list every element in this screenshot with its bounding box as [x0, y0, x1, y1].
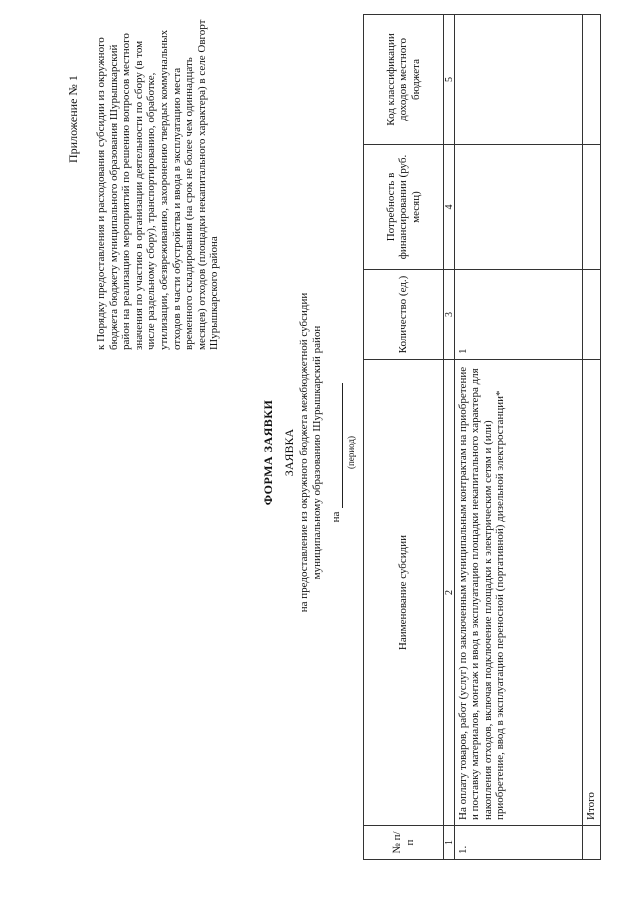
table-row: [454, 15, 582, 860]
appendix-text: к Порядку предоставления и расходования субсидии из окружного бюджета бюджету муниципального образования Шурышкарский район на реализацию мероприятий по решению вопросов местного значения по участию в организации деятельности по сбору (в том числе раздельному сбору), транспортированию, обработке, утилизации, обезвреживанию, захоронению твердых коммунальных отходов в части обустройства и ввода в эксплуатацию места временного складирования (на срок не более чем одиннадцать месяцев) отходов (площадки некапитального характера) в селе Овгорт Шурышкарского района: [95, 19, 221, 350]
total-empty-cell: [583, 270, 601, 360]
column-number: 1: [444, 826, 455, 860]
row-classification-code: [454, 15, 582, 145]
total-empty-cell: [583, 15, 601, 145]
column-number: 4: [444, 145, 455, 270]
form-heading: ФОРМА ЗАЯВКИ: [261, 399, 275, 506]
column-number: 5: [444, 15, 455, 145]
header-classification-code: Код классификации доходов местного бюджета: [364, 15, 444, 145]
column-number-row: [444, 15, 455, 860]
total-empty-cell: [583, 145, 601, 270]
header-subsidy-name: Наименование субсидии: [364, 360, 444, 826]
application-title: ЗАЯВКА: [282, 428, 296, 477]
total-row: [583, 15, 601, 860]
row-financing-need: [454, 145, 582, 270]
header-number: № п/п: [364, 826, 444, 860]
header-quantity: Количество (ед.): [364, 270, 444, 360]
period-blank-line: [331, 383, 343, 508]
column-number: 3: [444, 270, 455, 360]
period-prefix: на: [330, 511, 342, 523]
application-subtitle-line-2: муниципальному образованию Шурышкарский район: [311, 325, 323, 580]
table-header-row: [364, 15, 444, 860]
total-label: Итого: [583, 360, 601, 826]
total-empty-cell: [583, 826, 601, 860]
application-subtitle-line-1: на предоставление из окружного бюджета межбюджетной субсидии: [298, 292, 310, 613]
appendix-title: Приложение № 1: [66, 75, 80, 163]
row-subsidy-name: На оплату товаров, работ (услуг) по заключенным муниципальным контрактам на приобретение и поставку материалов, монтаж и ввод в эксплуатацию площадки некапитального характера для накопления отходов, включая подключение площадки к электрическим сетям и (или) приобретение, ввод в эксплуатацию переносной (портативной) дизельной электростанции*: [454, 360, 582, 826]
header-financing-need: Потребность в финансировании (руб. месяц): [364, 145, 444, 270]
row-quantity: 1: [454, 270, 582, 360]
period-note: (период): [346, 436, 356, 469]
column-number: 2: [444, 360, 455, 826]
row-number: 1.: [454, 826, 582, 860]
subsidy-table: [363, 15, 601, 860]
period-row: [330, 0, 343, 905]
